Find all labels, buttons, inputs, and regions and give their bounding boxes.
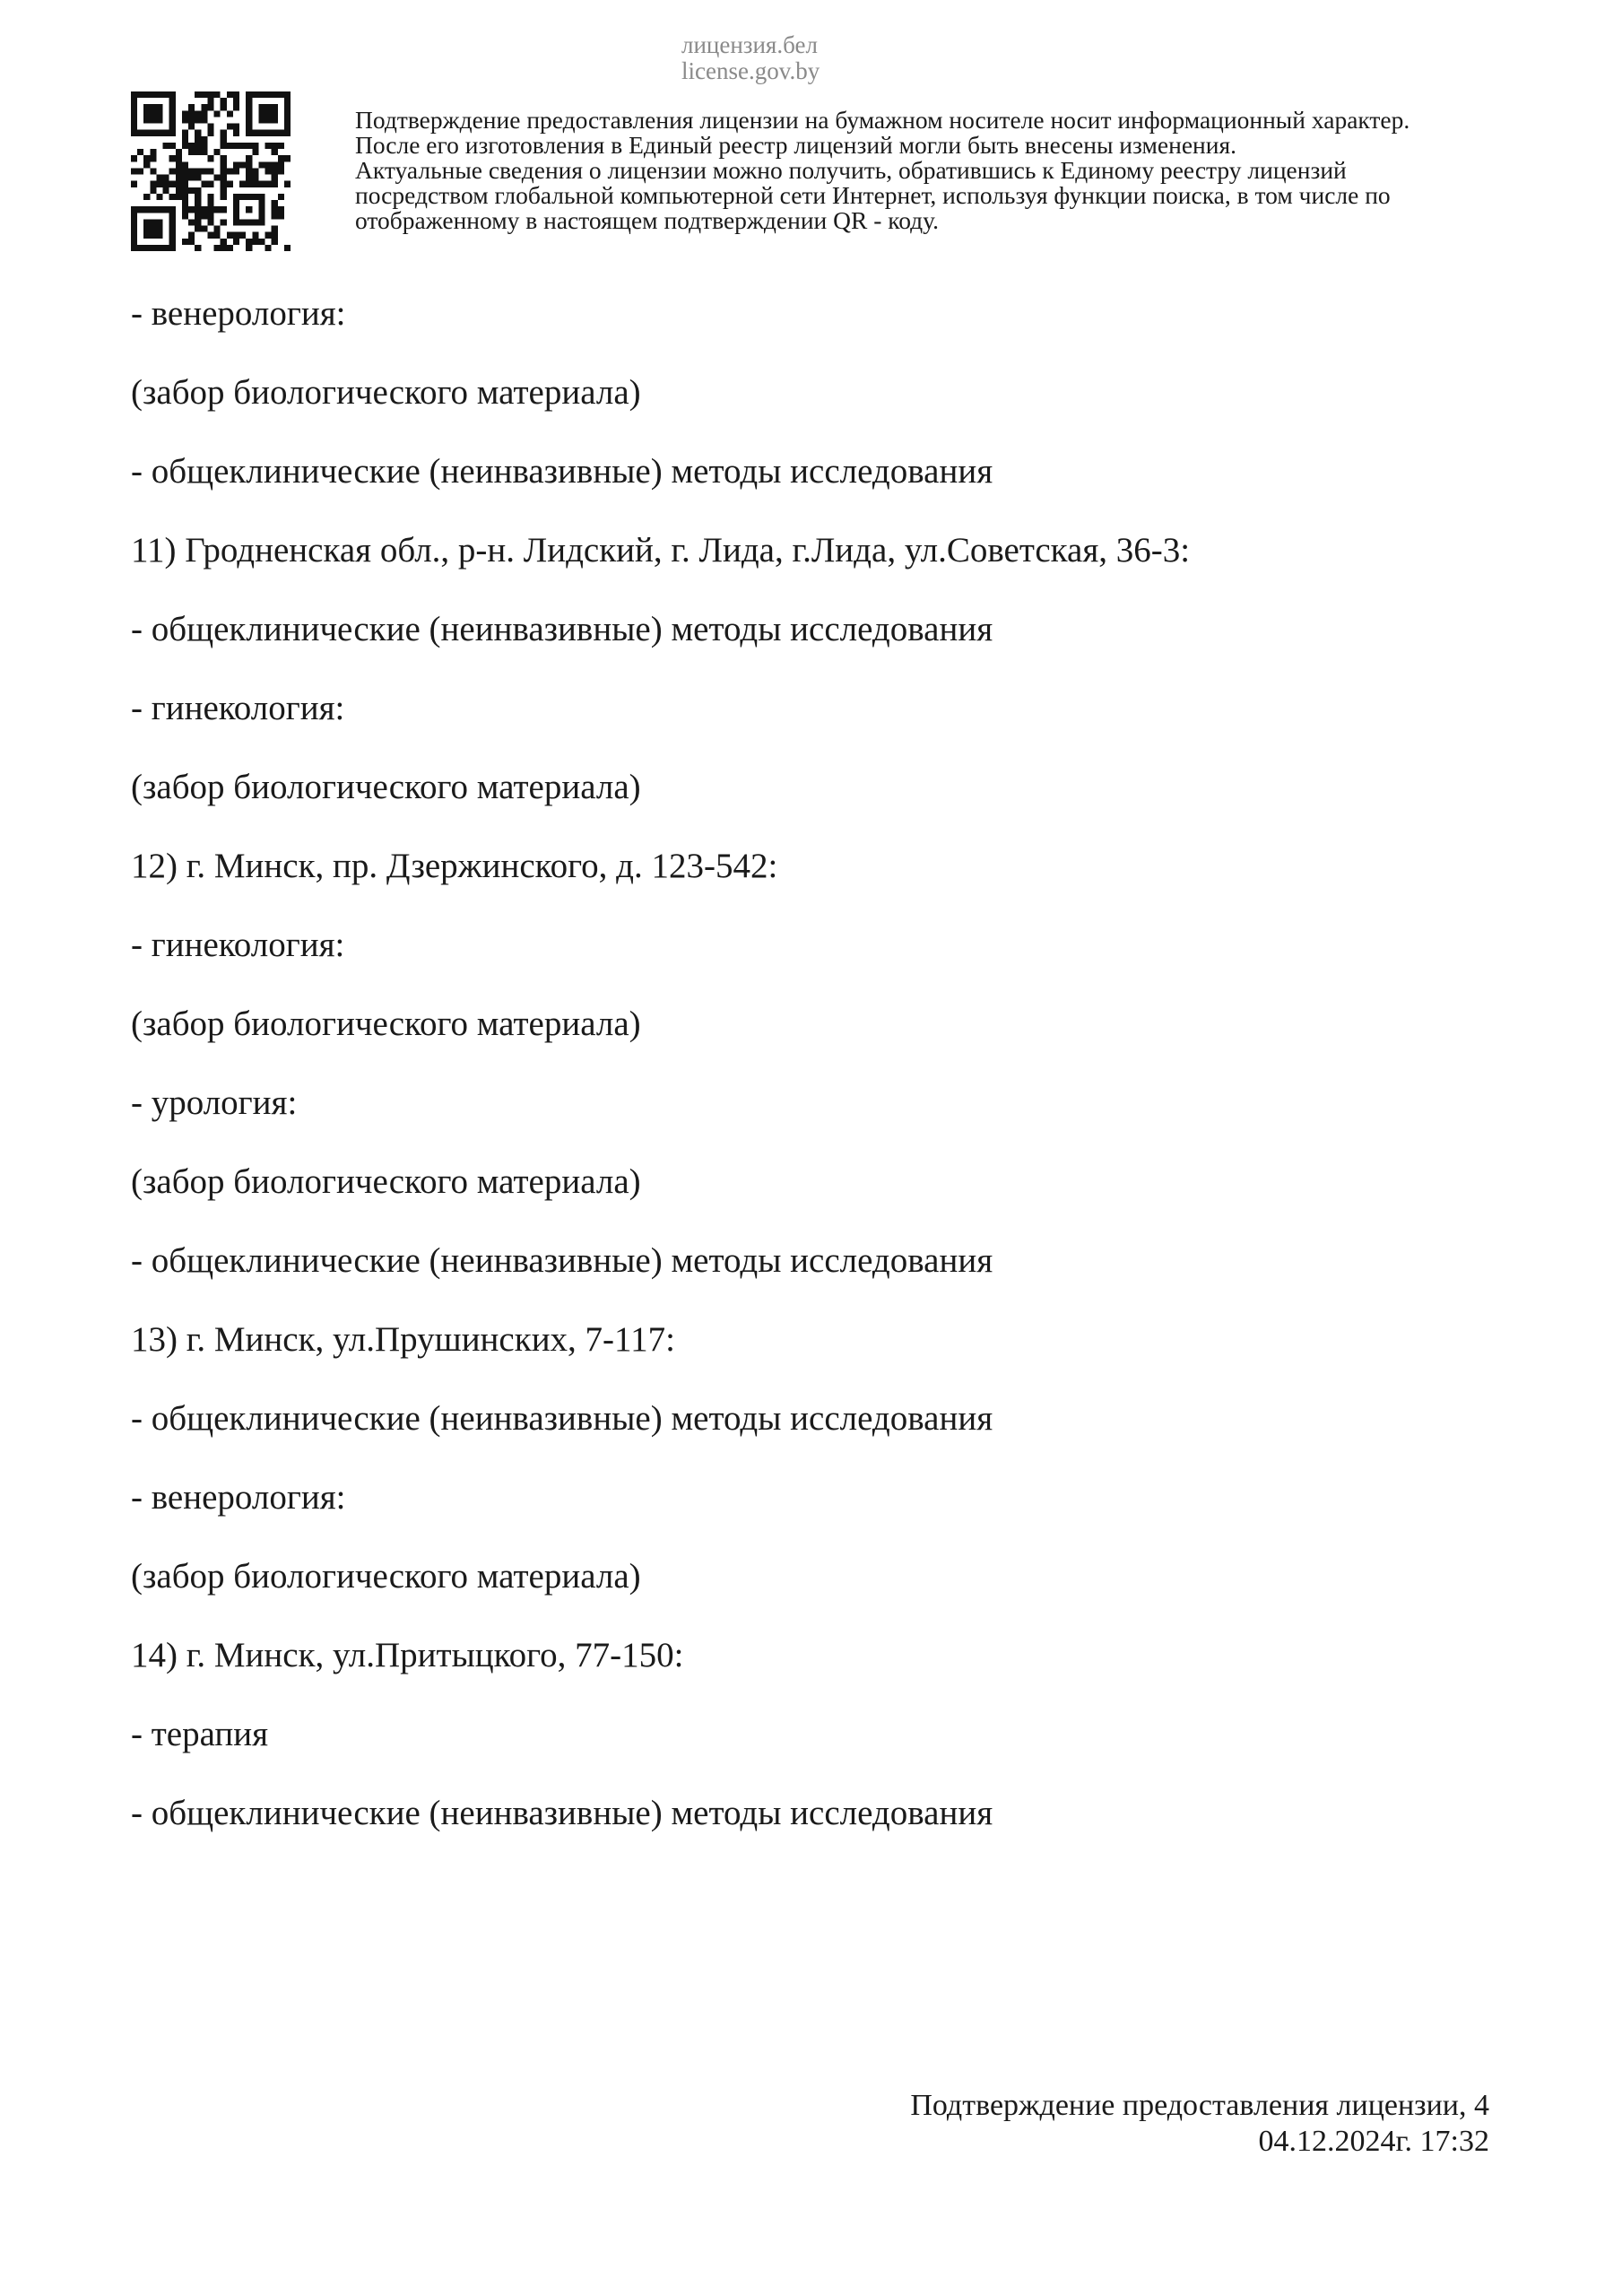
site-link-latin[interactable]: license.gov.by (681, 57, 820, 84)
notice-line: посредством глобальной компьютерной сети Интернет, используя функции поиска, в том числе по (355, 181, 1391, 209)
address-heading: 13) г. Минск, ул.Прушинских, 7-117: (131, 1320, 675, 1359)
address-heading: 14) г. Минск, ул.Притыцкого, 77-150: (131, 1636, 684, 1674)
page-footer (910, 2088, 1489, 2160)
site-links (681, 32, 820, 84)
notice-line: Подтверждение предоставления лицензии на бумажном носителе носит информационный характер. (355, 106, 1410, 134)
address-heading: 11) Гродненская обл., р-н. Лидский, г. Лида, г.Лида, ул.Советская, 36-3: (131, 531, 1191, 570)
footer-confirmation: Подтверждение предоставления лицензии, 4 (910, 2089, 1489, 2122)
service-note: (забор биологического материала) (131, 1004, 641, 1043)
notice-line: Актуальные сведения о лицензии можно получить, обратившись к Единому реестру лицензий (355, 156, 1347, 184)
service-note: (забор биологического материала) (131, 1557, 641, 1596)
qr-code-icon (131, 91, 291, 251)
address-heading: 12) г. Минск, пр. Дзержинского, д. 123-542: (131, 847, 778, 885)
site-link-cyrillic[interactable]: лицензия.бел (681, 31, 818, 58)
service-item: - гинекология: (131, 926, 345, 964)
service-item: - венерология: (131, 1478, 346, 1517)
service-note: (забор биологического материала) (131, 373, 641, 412)
service-item: - общеклинические (неинвазивные) методы исследования (131, 1241, 993, 1280)
service-note: (забор биологического материала) (131, 768, 641, 806)
service-item: - общеклинические (неинвазивные) методы исследования (131, 1399, 993, 1438)
notice-line: После его изготовления в Единый реестр лицензий могли быть внесены изменения. (355, 131, 1236, 159)
service-item: - гинекология: (131, 689, 345, 727)
notice-line: отображенному в настоящем подтверждении QR - коду. (355, 206, 940, 234)
service-item: - урология: (131, 1083, 298, 1122)
service-item: - общеклинические (неинвазивные) методы исследования (131, 452, 993, 491)
service-item: - общеклинические (неинвазивные) методы исследования (131, 1794, 993, 1832)
service-note: (забор биологического материала) (131, 1162, 641, 1201)
footer-datetime: 04.12.2024г. 17:32 (1258, 2125, 1489, 2158)
notice-text (355, 108, 1557, 233)
service-item: - венерология: (131, 294, 346, 333)
service-item: - терапия (131, 1715, 269, 1753)
service-item: - общеклинические (неинвазивные) методы исследования (131, 610, 993, 648)
